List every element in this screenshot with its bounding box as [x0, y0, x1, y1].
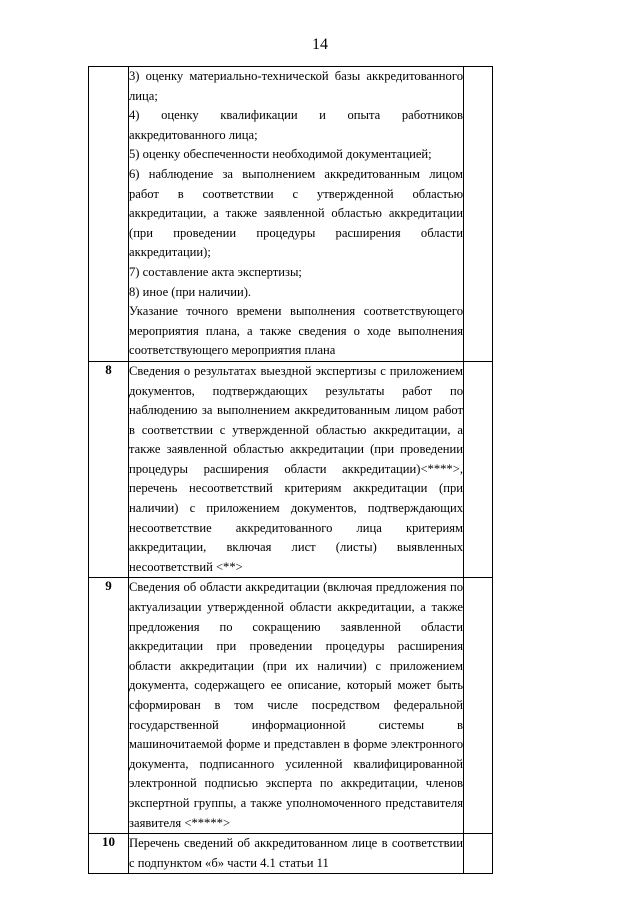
row-number: 10: [89, 834, 129, 874]
empty-cell: [464, 578, 493, 834]
list-item: Перечень сведений об аккредитованном лице в соответствии с подпунктом «б» части 4.1 статьи 11: [129, 836, 463, 870]
row-number: [89, 67, 129, 362]
list-item: Сведения о результатах выездной экспертизы с приложением документов, подтверждающих результаты работ по наблюдению за выполнением аккредитованным лицом работ в соответствии с утвержденной областью аккредитации, а также заявленной областью аккредитации (при проведении процедуры расширения области аккредитации)<****>, перечень несоответствий критериям аккредитации (при наличии) с приложением документов, подтверждающих несоответствие аккредитованного лица критериям аккредитации, включая лист (листы) выявленных несоответствий <**>: [129, 363, 463, 574]
row-content: [129, 361, 464, 578]
list-item: 6) наблюдение за выполнением аккредитованным лицом работ в соответствии с утвержденной областью аккредитации, а также заявленной областью аккредитации (при проведении процедуры расширения области аккредитации);: [129, 166, 463, 260]
row-content: [129, 67, 464, 362]
list-item: 8) иное (при наличии).: [129, 284, 252, 299]
page-number: 14: [312, 36, 328, 53]
document-table: [88, 66, 493, 874]
row-content: [129, 578, 464, 834]
table-row: [89, 578, 493, 834]
empty-cell: [464, 67, 493, 362]
list-item: 7) составление акта экспертизы;: [129, 264, 302, 279]
row-number: 9: [89, 578, 129, 834]
empty-cell: [464, 361, 493, 578]
list-item: 4) оценку квалификации и опыта работников аккредитованного лица;: [129, 108, 463, 142]
row-number: 8: [89, 361, 129, 578]
list-item: 5) оценку обеспеченности необходимой документацией;: [129, 147, 432, 162]
list-item: 3) оценку материально-технической базы аккредитованного лица;: [129, 69, 463, 103]
list-item: Сведения об области аккредитации (включая предложения по актуализации утвержденной области аккредитации, а также предложения по сокращению заявленной области аккредитации при проведении процедуры расширения области аккредитации (при их наличии) с приложением документа, содержащего ее описание, который может быть сформирован в том числе посредством федеральной государственной информационной системы в машиночитаемой форме и представлен в форме электронного документа, подписанного усиленной квалифицированной электронной подписью эксперта по аккредитации, членов экспертной группы, а также уполномоченного представителя заявителя <*****>: [129, 580, 463, 830]
table-row: [89, 834, 493, 874]
table-row: [89, 67, 493, 362]
row-content: [129, 834, 464, 874]
list-item: Указание точного времени выполнения соответствующего мероприятия плана, а также сведения о ходе выполнения соответствующего мероприятия плана: [129, 304, 463, 358]
table-row: [89, 361, 493, 578]
empty-cell: [464, 834, 493, 874]
